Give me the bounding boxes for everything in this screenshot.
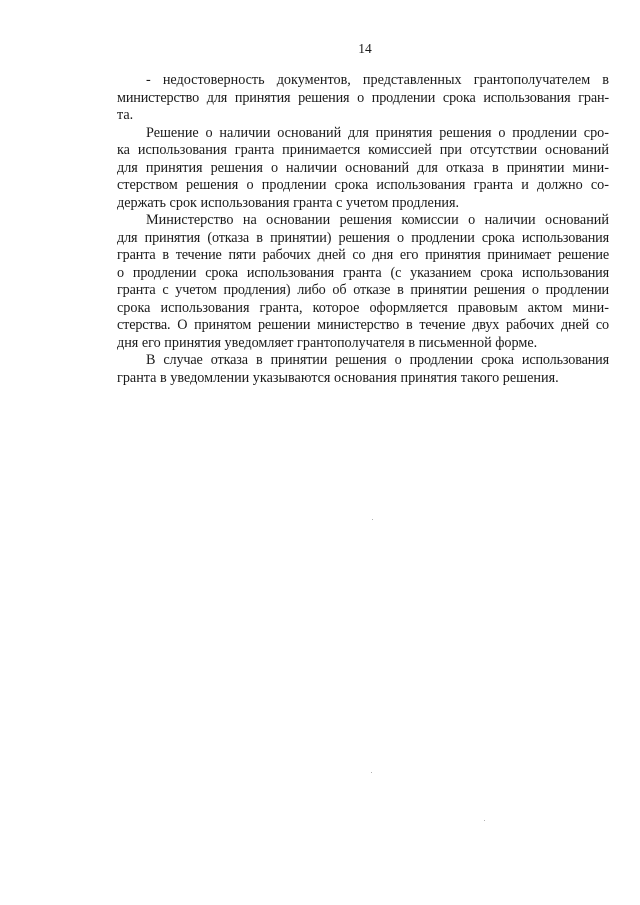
- paragraph-line: ка использования гранта принимается комиссией при отсутствии оснований: [117, 142, 609, 158]
- paragraph-line: для принятия решения о наличии оснований для отказа в принятии мини-: [117, 159, 609, 176]
- scan-speck: [484, 820, 485, 821]
- paragraph-line: о продлении срока использования гранта (с указанием срока использования: [117, 264, 609, 281]
- page-number: 14: [358, 41, 372, 56]
- paragraph-line: для принятия (отказа в принятии) решения о продлении срока использования: [117, 229, 609, 246]
- scan-speck: [372, 519, 373, 520]
- paragraph-line: дня его принятия уведомляет грантополучателя в письменной форме.: [117, 334, 538, 351]
- paragraph-line: - недостоверность документов, представленных грантополучателем в: [146, 72, 609, 88]
- paragraph-line: та.: [117, 107, 134, 123]
- paragraph-line: стерства. О принятом решении министерство в течение двух рабочих дней со: [117, 317, 609, 333]
- paragraph-line: стерством решения о продлении срока использования гранта и должно со-: [117, 177, 609, 193]
- scan-speck: [371, 772, 372, 773]
- paragraph-line: Решение о наличии оснований для принятия решения о продлении сро-: [146, 124, 609, 141]
- paragraph-line: гранта с учетом продления) либо об отказе в принятии решения о продлении: [117, 282, 609, 298]
- paragraph-2: [117, 125, 609, 213]
- paragraph-line: гранта в уведомлении указываются основания принятия такого решения.: [117, 369, 559, 386]
- paragraph-line: срока использования гранта, которое оформляется правовым актом мини-: [117, 299, 609, 316]
- paragraph-line: гранта в течение пяти рабочих дней со дня его принятия принимает решение: [117, 247, 609, 263]
- paragraph-4: [117, 352, 609, 387]
- paragraph-1: [117, 72, 609, 125]
- paragraph-3: [117, 212, 609, 352]
- paragraph-line: держать срок использования гранта с учетом продления.: [117, 194, 460, 211]
- paragraph-line: Министерство на основании решения комиссии о наличии оснований: [146, 212, 609, 228]
- paragraph-line: В случае отказа в принятии решения о продлении срока использования: [146, 352, 609, 368]
- document-body: [117, 72, 609, 387]
- paragraph-line: министерство для принятия решения о продлении срока использования гран-: [117, 89, 609, 106]
